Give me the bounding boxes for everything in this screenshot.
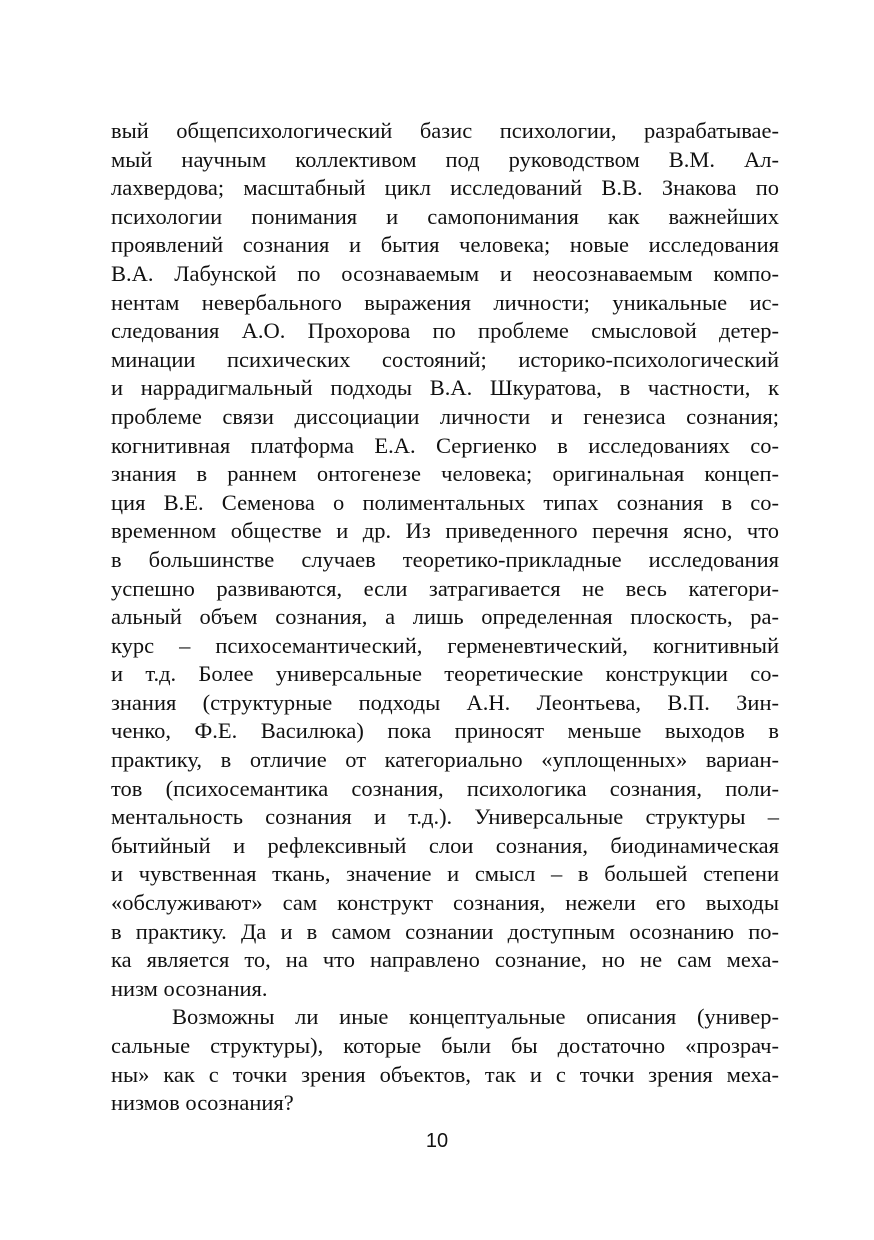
paragraph-1 xyxy=(111,117,779,1003)
text-line: успешно развиваются, если затрагивается не весь категори- xyxy=(111,575,779,601)
text-line: в практику. Да и в самом сознании доступным осознанию по- xyxy=(111,918,779,944)
text-line: временном обществе и др. Из приведенного перечня ясно, что xyxy=(111,518,779,544)
text-line: минации психических состояний; историко-психологический xyxy=(111,346,779,372)
text-line: вый общепсихологический базис психологии, разрабатывае- xyxy=(111,118,779,143)
text-line: лахвердова; масштабный цикл исследований В.В. Знакова по xyxy=(111,175,779,201)
text-line: ция В.Е. Семенова о полиментальных типах сознания в со- xyxy=(111,489,779,515)
text-line: сальные структуры), которые были бы достаточно «прозрач- xyxy=(111,1033,779,1058)
text-line: В.А. Лабунской по осознаваемым и неосознаваемым компо- xyxy=(111,260,779,286)
text-line: мый научным коллективом под руководством В.М. Ал- xyxy=(111,146,779,172)
text-line: низм осознания. xyxy=(111,975,268,1001)
text-line: Возможны ли иные концептуальные описания (универ- xyxy=(172,1004,779,1030)
text-line: и чувственная ткань, значение и смысл – в большей степени xyxy=(111,861,779,887)
text-line: ны» как с точки зрения объектов, так и с точки зрения меха- xyxy=(111,1061,779,1087)
text-line: практику, в отличие от категориально «уплощенных» вариан- xyxy=(111,747,779,773)
text-line: следования А.О. Прохорова по проблеме смысловой детер- xyxy=(111,318,779,344)
text-line: знания (структурные подходы А.Н. Леонтьева, В.П. Зин- xyxy=(111,689,779,715)
body-text xyxy=(111,117,779,1118)
text-line: проявлений сознания и бытия человека; новые исследования xyxy=(111,232,779,258)
text-line: нентам невербального выражения личности; уникальные ис- xyxy=(111,289,779,315)
text-line: знания в раннем онтогенезе человека; оригинальная концеп- xyxy=(111,461,779,487)
text-line: ченко, Ф.Е. Василюка) пока приносят меньше выходов в xyxy=(111,718,779,744)
page-number: 10 xyxy=(425,1130,449,1152)
text-line: когнитивная платформа Е.А. Сергиенко в исследованиях со- xyxy=(111,432,779,458)
text-line: «обслуживают» сам конструкт сознания, нежели его выходы xyxy=(111,890,779,916)
text-line: и наррадигмальный подходы В.А. Шкуратова, в частности, к xyxy=(111,375,779,401)
text-line: ментальность сознания и т.д.). Универсальные структуры – xyxy=(111,804,779,830)
text-line: и т.д. Более универсальные теоретические конструкции со- xyxy=(111,661,779,687)
text-line: психологии понимания и самопонимания как важнейших xyxy=(111,203,779,229)
text-line: ка является то, на что направлено сознание, но не сам меха- xyxy=(111,947,779,973)
text-line: курс – психосемантический, герменевтический, когнитивный xyxy=(111,632,779,658)
text-line: низмов осознания? xyxy=(111,1090,294,1116)
text-line: бытийный и рефлексивный слои сознания, биодинамическая xyxy=(111,832,779,858)
text-line: тов (психосемантика сознания, психологика сознания, поли- xyxy=(111,775,779,801)
text-line: альный объем сознания, а лишь определенная плоскость, ра- xyxy=(111,604,779,630)
text-line: в большинстве случаев теоретико-прикладные исследования xyxy=(111,546,779,572)
text-line: проблеме связи диссоциации личности и генезиса сознания; xyxy=(111,403,779,429)
paragraph-2 xyxy=(111,1003,779,1117)
